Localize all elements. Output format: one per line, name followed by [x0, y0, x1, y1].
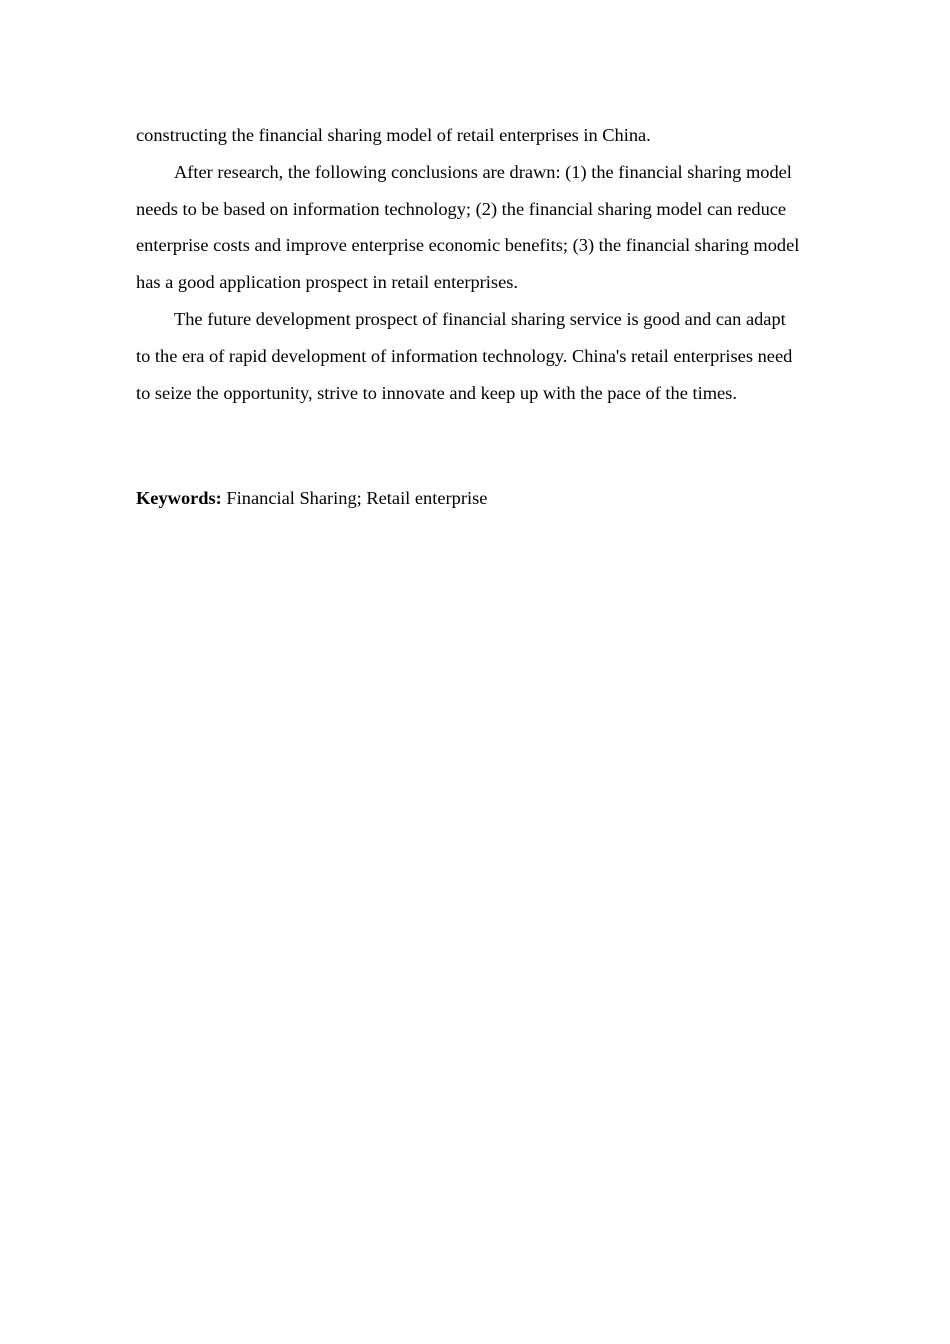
keywords-value: Financial Sharing; Retail enterprise [226, 488, 488, 508]
keywords-label: Keywords: [136, 488, 222, 508]
keywords-line [136, 483, 804, 513]
abstract-body [136, 117, 804, 411]
paragraph-prospect: The future development prospect of financial sharing service is good and can adapt to the era of rapid development of information technology. China's retail enterprises need to seize the opportunity, strive to innovate and keep up with the pace of the times. [136, 308, 793, 403]
paragraph-continuation: constructing the financial sharing model of retail enterprises in China. [136, 125, 651, 145]
paragraph-conclusions: After research, the following conclusions are drawn: (1) the financial sharing model needs to be based on information technology; (2) the financial sharing model can reduce enterprise costs and improve enterprise economic benefits; (3) the financial sharing model has a good application prospect in retail enterprises. [136, 161, 800, 293]
